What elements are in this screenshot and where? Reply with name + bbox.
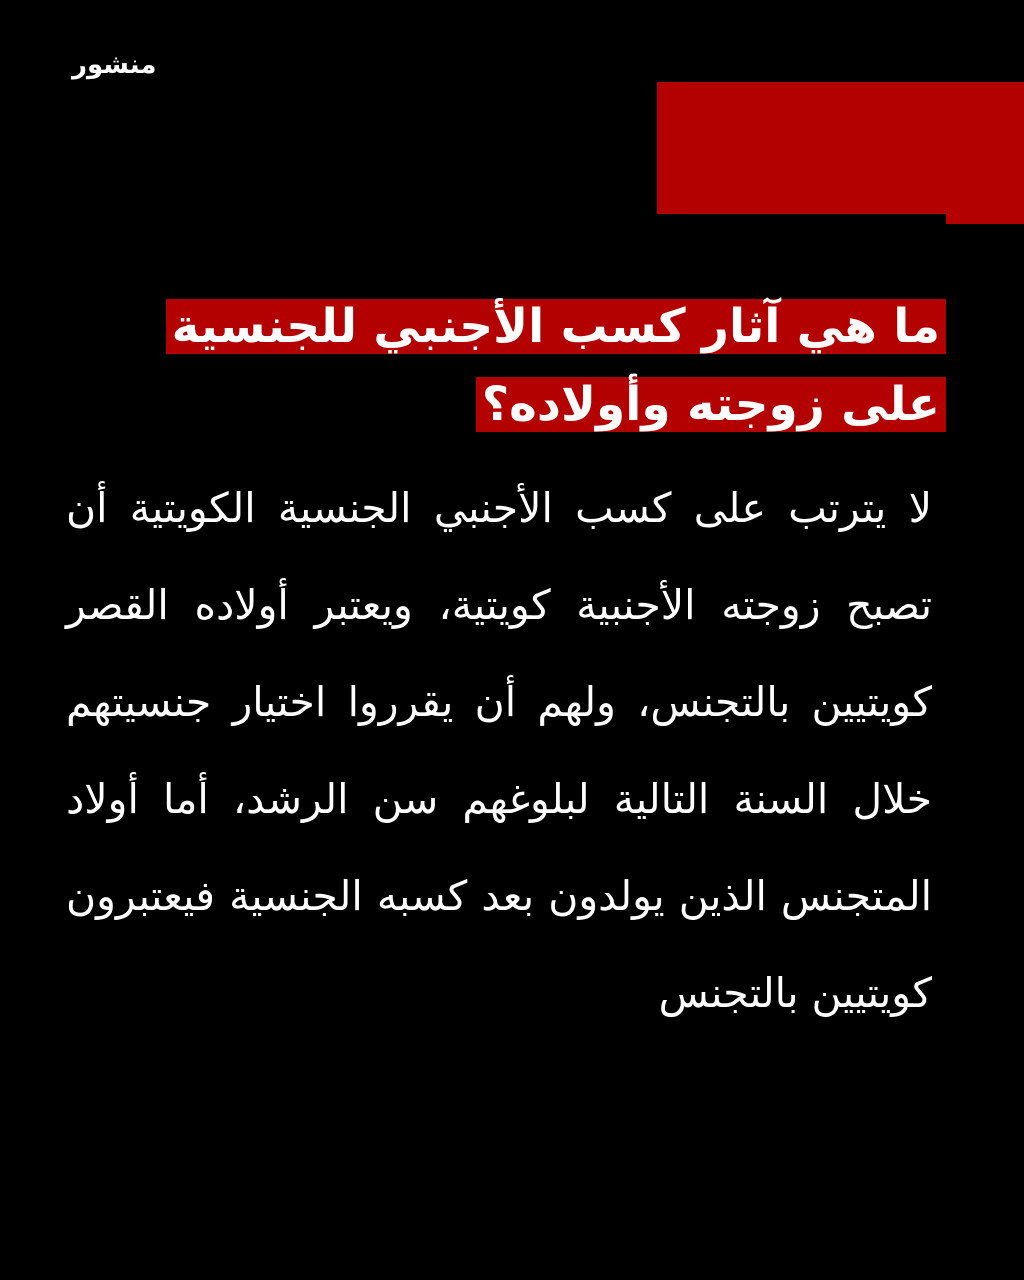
decorative-red-block	[657, 82, 1024, 214]
brand-logo: منشور	[72, 50, 157, 80]
decorative-red-tab	[946, 210, 1024, 224]
post-body: لا يترتب على كسب الأجنبي الجنسية الكويتية أن تصبح زوجته الأجنبية كويتية، ويعتبر أولاده القصر كويتيين بالتجنس، ولهم أن يقرروا اختيار جنسيتهم خلال السنة التالية لبلوغهم سن الرشد، أما أولاد المتجنس الذين يولدون بعد كسبه الجنسية فيعتبرون كويتيين بالتجنس	[66, 484, 932, 1017]
post-title: ما هي آثار كسب الأجنبي للجنسية على زوجته وأولاده؟	[166, 299, 946, 432]
post-title-container	[86, 288, 946, 444]
